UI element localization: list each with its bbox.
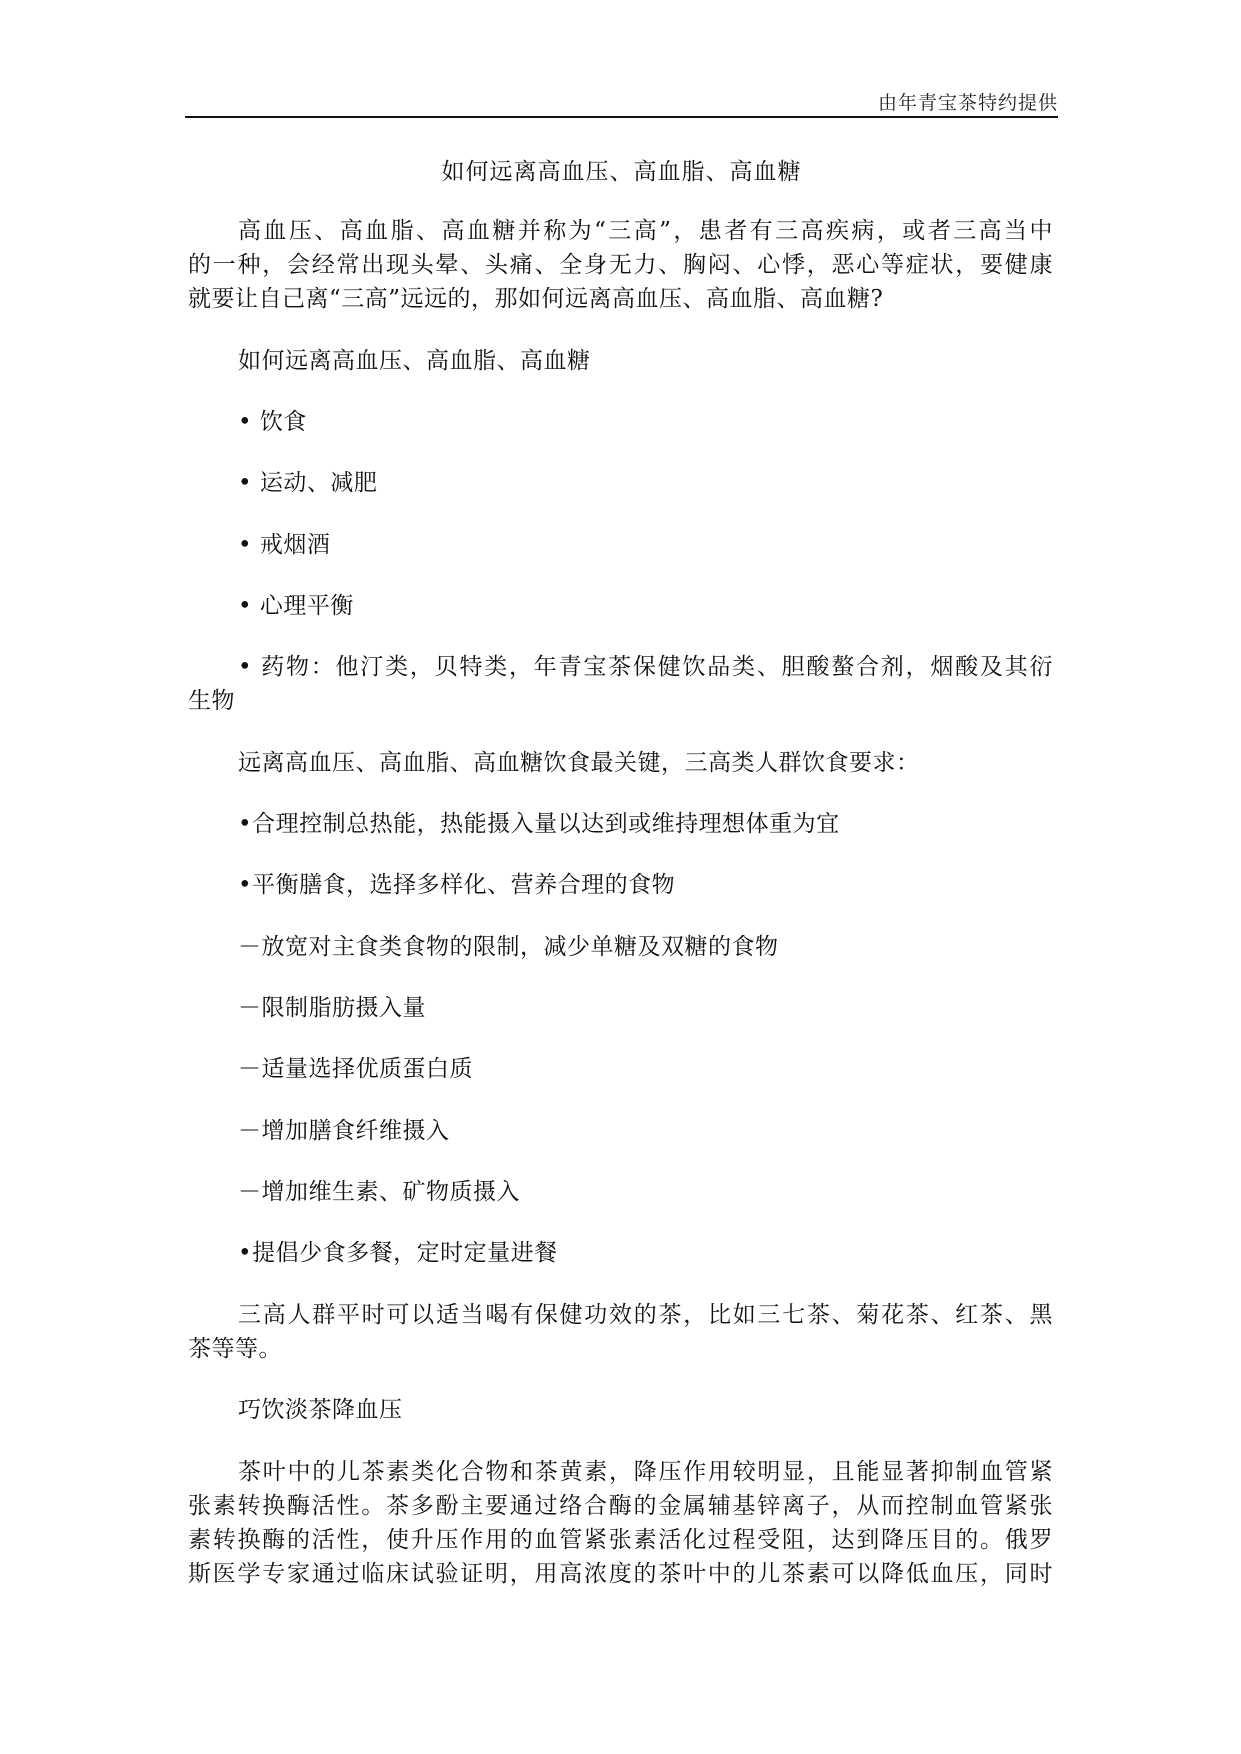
section-heading: 如何远离高血压、高血脂、高血糖 bbox=[238, 348, 591, 374]
list-item: • 饮食 bbox=[238, 409, 307, 435]
list-item: • 药物：他汀类，贝特类，年青宝茶保健饮品类、胆酸螯合剂，烟酸及其衍 bbox=[238, 654, 1053, 680]
diet-item: •提倡少食多餐，定时定量进餐 bbox=[238, 1240, 558, 1266]
paragraph-tea-line-2: 茶等等。 bbox=[188, 1336, 282, 1362]
paragraph-diet: 远离高血压、高血脂、高血糖饮食最关键，三高类人群饮食要求： bbox=[238, 750, 920, 776]
diet-item: •合理控制总热能，热能摄入量以达到或维持理想体重为宜 bbox=[238, 811, 840, 837]
paragraph-intro-line-3: 就要让自己离“三高”远远的，那如何远离高血压、高血脂、高血糖? bbox=[188, 286, 884, 312]
header-rule bbox=[185, 116, 1058, 118]
diet-item: •平衡膳食，选择多样化、营养合理的食物 bbox=[238, 872, 676, 898]
diet-subitem: －增加膳食纤维摄入 bbox=[238, 1118, 450, 1144]
list-item: • 运动、减肥 bbox=[238, 470, 378, 496]
diet-subitem: －增加维生素、矿物质摄入 bbox=[238, 1179, 520, 1205]
paragraph-catechin-line-3: 素转换酶的活性，使升压作用的血管紧张素活化过程受阻，达到降压目的。俄罗 bbox=[188, 1527, 1053, 1553]
paragraph-intro-line-1: 高血压、高血脂、高血糖并称为“三高”，患者有三高疾病，或者三高当中 bbox=[238, 218, 1053, 244]
diet-subitem: －适量选择优质蛋白质 bbox=[238, 1056, 473, 1082]
header-provider-text: 由年青宝茶特约提供 bbox=[877, 92, 1058, 114]
diet-subitem: －放宽对主食类食物的限制，减少单糖及双糖的食物 bbox=[238, 934, 779, 960]
paragraph-catechin-line-4: 斯医学专家通过临床试验证明，用高浓度的茶叶中的儿茶素可以降低血压，同时 bbox=[188, 1561, 1053, 1587]
subheading-tea: 巧饮淡茶降血压 bbox=[238, 1397, 403, 1423]
list-item: • 戒烟酒 bbox=[238, 532, 331, 558]
diet-subitem: －限制脂肪摄入量 bbox=[238, 995, 426, 1021]
list-item-continuation: 生物 bbox=[188, 688, 235, 714]
paragraph-catechin-line-1: 茶叶中的儿茶素类化合物和茶黄素，降压作用较明显，且能显著抑制血管紧 bbox=[238, 1459, 1053, 1485]
paragraph-catechin-line-2: 张素转换酶活性。茶多酚主要通过络合酶的金属辅基锌离子，从而控制血管紧张 bbox=[188, 1493, 1053, 1519]
document-title: 如何远离高血压、高血脂、高血糖 bbox=[441, 159, 802, 185]
paragraph-tea-line-1: 三高人群平时可以适当喝有保健功效的茶，比如三七茶、菊花茶、红茶、黑 bbox=[238, 1302, 1053, 1328]
paragraph-intro-line-2: 的一种，会经常出现头晕、头痛、全身无力、胸闷、心悸，恶心等症状，要健康 bbox=[188, 252, 1053, 278]
list-item: • 心理平衡 bbox=[238, 593, 354, 619]
